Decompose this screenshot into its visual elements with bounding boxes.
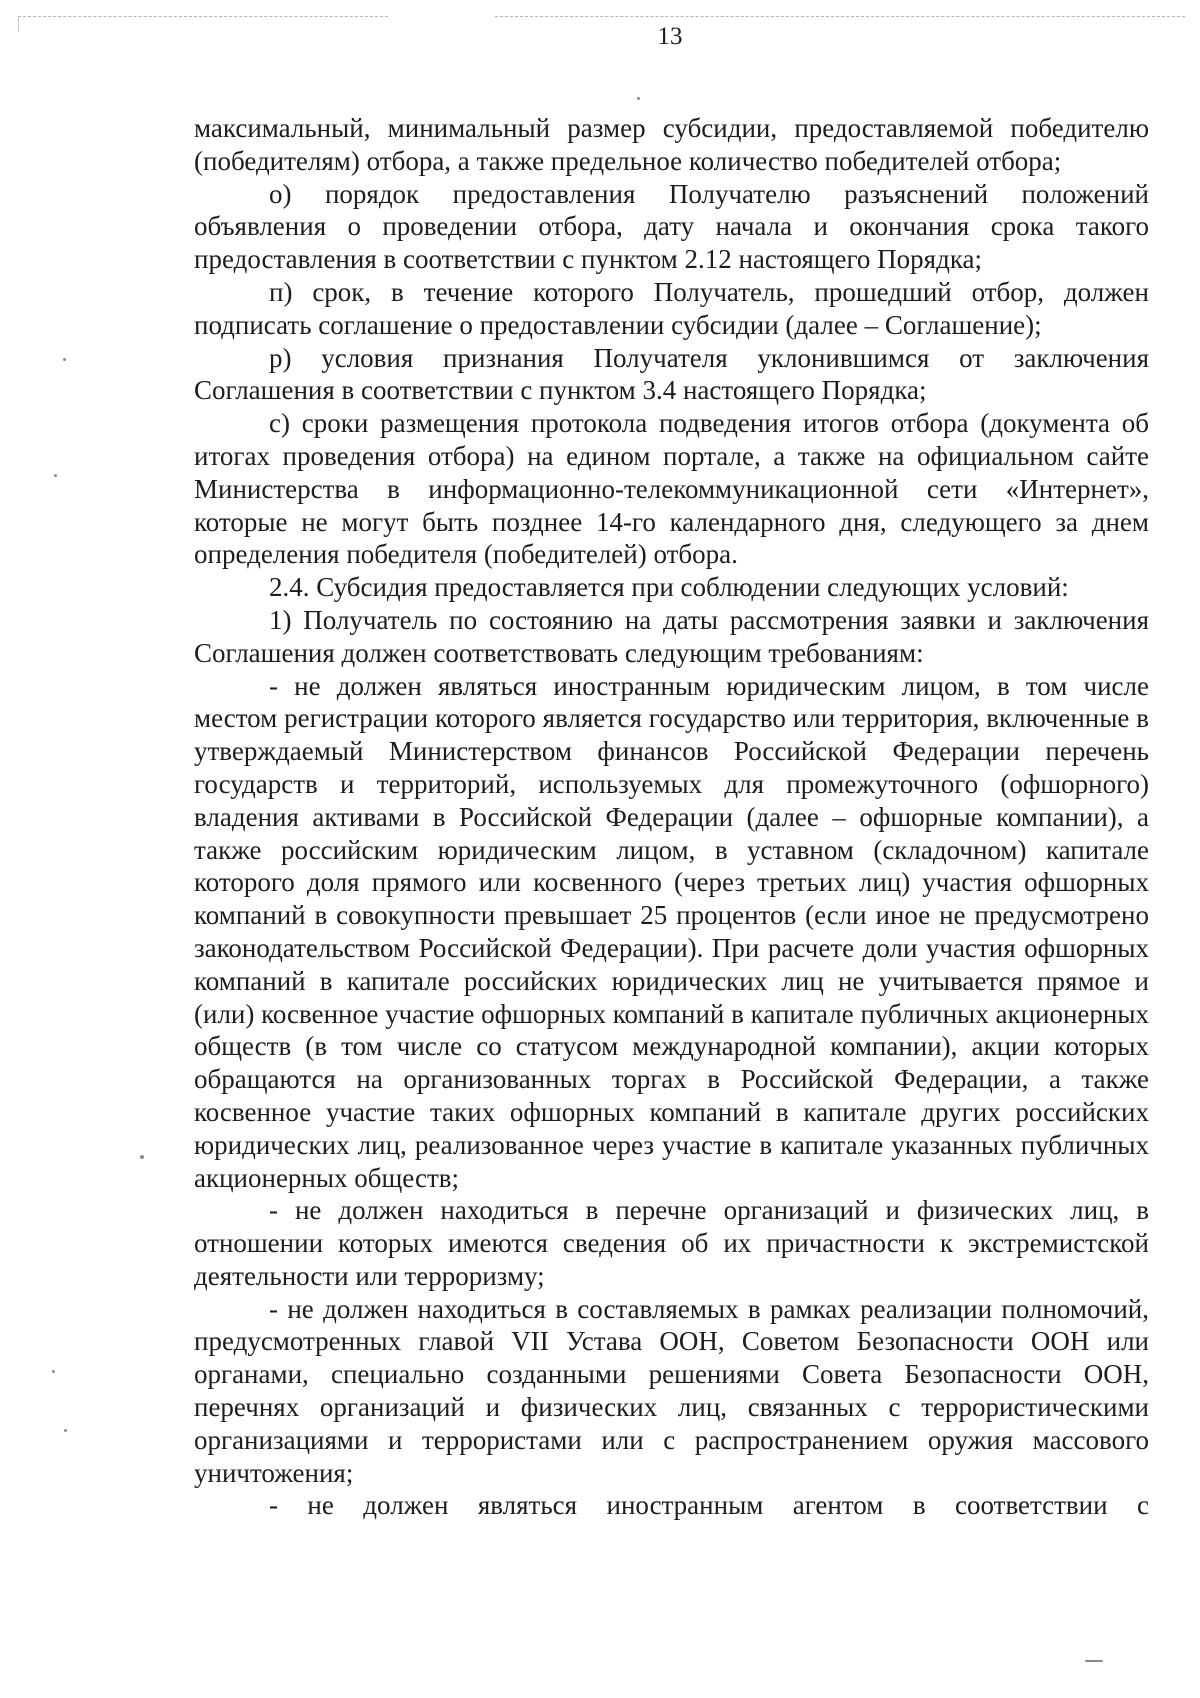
paragraph: - не должен являться иностранным агентом в соответствии с: [269, 1490, 1149, 1521]
scan-speck: [63, 358, 66, 361]
paragraph: р) условия признания Получателя уклонившимся от заключения Соглашения в соответствии с пунктом 3.4 настоящего Порядка;: [194, 342, 1149, 406]
paragraph: о) порядок предоставления Получателю разъяснений положений объявления о проведении отбора, дату начала и окончания срока такого предоставления в соответствии с пунктом 2.12 настоящего Порядка;: [194, 178, 1149, 275]
paragraph: 1) Получатель по состоянию на даты рассмотрения заявки и заключения Соглашения должен соответствовать следующим требованиям:: [194, 604, 1149, 668]
scan-speck: [64, 1429, 67, 1432]
scan-speck: [140, 1155, 144, 1159]
paragraph: - не должен находиться в составляемых в рамках реализации полномочий, предусмотренных главой VII Устава ООН, Советом Безопасности ООН или органами, специально созданными решениями Совета Безопасности ООН, перечнях организаций и физических лиц, связанных с террористическими организациями и террористами или с распространением оружия массового уничтожения;: [194, 1293, 1149, 1488]
scan-speck: [52, 1370, 55, 1373]
scan-edge-line-left: [18, 16, 388, 17]
scan-speck: [1085, 1660, 1103, 1662]
page-number: 13: [657, 23, 683, 50]
scan-edge-line-right: [495, 16, 1185, 17]
document-body: [194, 112, 1149, 1522]
scan-speck: [54, 474, 57, 477]
paragraph: - не должен находиться в перечне организаций и физических лиц, в отношении которых имеются сведения об их причастности к экстремистской деятельности или терроризму;: [194, 1195, 1149, 1291]
paragraph: п) срок, в течение которого Получатель, прошедший отбор, должен подписать соглашение о предоставлении субсидии (далее – Соглашение);: [194, 276, 1149, 340]
paragraph: - не должен являться иностранным юридическим лицом, в том числе местом регистрации которого является государство или территория, включенные в утверждаемый Министерством финансов Российской Федерации перечень государств и территорий, используемых для промежуточного (офшорного) владения активами в Российской Федерации (далее – офшорные компании), а также российским юридическим лицом, в уставном (складочном) капитале которого доля прямого или косвенного (через третьих лиц) участия офшорных компаний в совокупности превышает 25 процентов (если иное не предусмотрено законодательством Российской Федерации). При расчете доли участия офшорных компаний в капитале российских юридических лиц не учитывается прямое и (или) косвенное участие офшорных компаний в капитале публичных акционерных обществ (в том числе со статусом международной компании), акции которых обращаются на организованных торгах в Российской Федерации, а также косвенное участие таких офшорных компаний в капитале других российских юридических лиц, реализованное через участие в капитале указанных публичных акционерных обществ;: [194, 670, 1149, 1193]
scan-speck: [637, 97, 640, 100]
paragraph: максимальный, минимальный размер субсидии, предоставляемой победителю (победителям) отбора, а также предельное количество победителей отбора;: [194, 113, 1149, 176]
paragraph: 2.4. Субсидия предоставляется при соблюдении следующих условий:: [269, 572, 1069, 603]
paragraph: с) сроки размещения протокола подведения итогов отбора (документа об итогах проведения отбора) на едином портале, а также на официальном сайте Министерства в информационно-телекоммуникационной сети «Интернет», которые не могут быть позднее 14-го календарного дня, следующего за днем определения победителя (победителей) отбора.: [194, 408, 1149, 570]
